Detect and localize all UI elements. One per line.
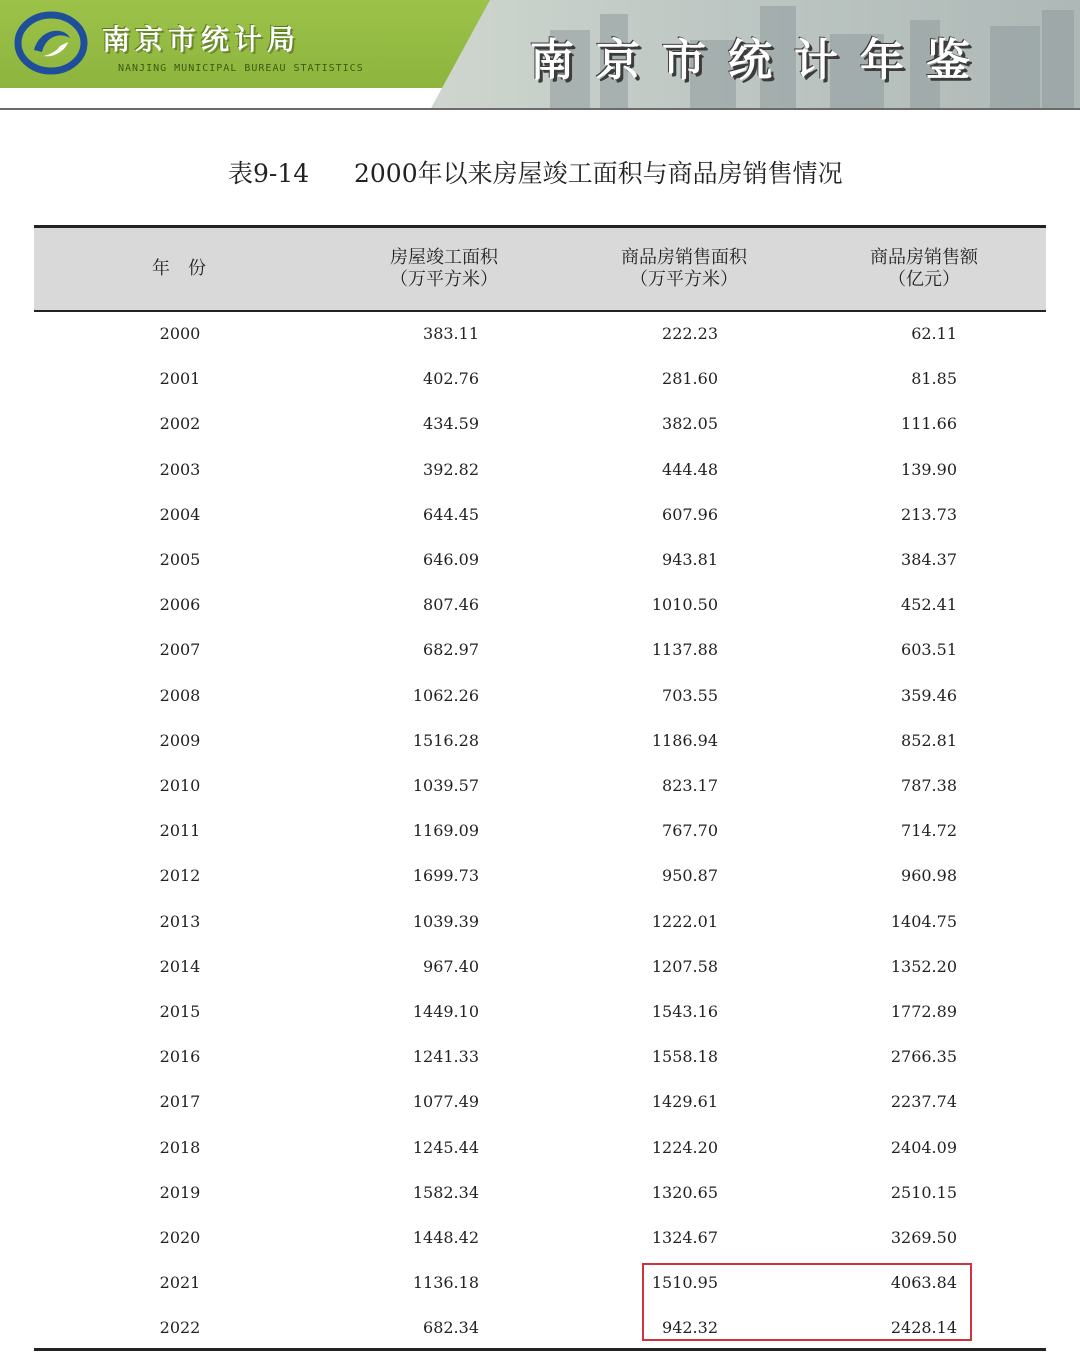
bureau-logo-icon	[14, 10, 88, 76]
cell-completed-area: 1077.49	[412, 1092, 479, 1112]
header-sales-amount	[819, 247, 1029, 291]
cell-sold-area: 444.48	[662, 459, 718, 479]
cell-year: 2000	[159, 324, 201, 343]
cell-completed-area: 646.09	[423, 550, 479, 569]
cell-sales-amount: 3269.50	[890, 1228, 957, 1247]
cell-year: 2012	[159, 866, 201, 886]
cell-completed-area: 1169.09	[412, 821, 479, 841]
cell-sold-area: 1186.94	[651, 730, 718, 750]
header-sold-area-unit: （万平方米）	[630, 269, 738, 290]
cell-sold-area: 607.96	[662, 504, 718, 524]
cell-sales-amount: 714.72	[901, 821, 957, 841]
table-row	[0, 945, 1080, 990]
table-row	[0, 1126, 1080, 1171]
cell-sold-area: 703.55	[662, 685, 718, 705]
cell-sales-amount: 852.81	[901, 730, 957, 750]
cell-year: 2002	[159, 414, 201, 434]
cell-completed-area: 682.34	[423, 1318, 479, 1338]
cell-sales-amount: 81.85	[911, 369, 957, 389]
cell-year: 2019	[159, 1182, 201, 1202]
cell-sales-amount: 1404.75	[890, 911, 957, 931]
header-sales-amount-label: 商品房销售额	[870, 247, 978, 268]
cell-sales-amount: 960.98	[901, 866, 957, 886]
cell-year: 2014	[159, 956, 201, 976]
cell-completed-area: 1062.26	[412, 685, 479, 705]
cell-sales-amount: 452.41	[901, 595, 957, 615]
cell-sales-amount: 2510.15	[890, 1182, 957, 1202]
cell-sold-area: 950.87	[662, 866, 718, 886]
banner-divider	[0, 108, 1080, 110]
cell-year: 2007	[159, 640, 201, 660]
table-row	[0, 719, 1080, 764]
cell-sold-area: 942.32	[662, 1318, 718, 1338]
table-row	[0, 809, 1080, 854]
table-row	[0, 1216, 1080, 1261]
header-sold-area	[579, 247, 789, 291]
cell-year: 2008	[159, 685, 201, 705]
table-row	[0, 402, 1080, 447]
header-completed-area	[339, 247, 549, 291]
cell-completed-area: 967.40	[423, 956, 479, 976]
table-row	[0, 583, 1080, 628]
cell-sold-area: 281.60	[662, 369, 718, 389]
table-row	[0, 854, 1080, 899]
header-sold-area-label: 商品房销售面积	[621, 247, 747, 268]
cell-completed-area: 1136.18	[412, 1273, 479, 1293]
cell-sold-area: 1222.01	[651, 911, 718, 931]
table-bottom-rule	[34, 1348, 1046, 1351]
header-year: 年 份	[152, 258, 206, 279]
cell-year: 2005	[159, 550, 201, 569]
cell-completed-area: 1699.73	[412, 866, 479, 886]
header-completed-area-label: 房屋竣工面积	[390, 247, 498, 268]
table-row	[0, 674, 1080, 719]
table-row	[0, 990, 1080, 1035]
cell-completed-area: 392.82	[423, 459, 479, 479]
cell-year: 2010	[159, 776, 201, 795]
cell-sales-amount: 2428.14	[890, 1318, 957, 1338]
yearbook-title: 南京市统计年鉴	[530, 35, 992, 86]
cell-sold-area: 1429.61	[651, 1092, 718, 1112]
highlight-box	[642, 1263, 972, 1341]
cell-sold-area: 1207.58	[651, 956, 718, 976]
cell-sold-area: 1137.88	[651, 640, 718, 660]
cell-year: 2009	[159, 730, 201, 750]
header-completed-area-unit: （万平方米）	[390, 269, 498, 290]
table-row	[0, 357, 1080, 402]
cell-sales-amount: 62.11	[911, 324, 957, 343]
cell-sold-area: 943.81	[662, 550, 718, 569]
table-row	[0, 1080, 1080, 1125]
cell-year: 2006	[159, 595, 201, 615]
header-banner	[0, 0, 1080, 110]
cell-year: 2018	[159, 1137, 201, 1157]
cell-sold-area: 1224.20	[651, 1137, 718, 1157]
cell-sold-area: 1010.50	[651, 595, 718, 615]
cell-sales-amount: 2766.35	[890, 1047, 957, 1067]
cell-year: 2015	[159, 1002, 201, 1021]
cell-year: 2013	[159, 911, 201, 931]
cell-completed-area: 1245.44	[412, 1137, 479, 1157]
table-header	[34, 228, 1046, 310]
org-name: 南京市统计局	[102, 23, 301, 56]
header-sales-amount-unit: （亿元）	[888, 269, 960, 290]
cell-completed-area: 402.76	[423, 369, 479, 389]
table-row	[0, 448, 1080, 493]
cell-sold-area: 1558.18	[651, 1047, 718, 1067]
cell-sales-amount: 4063.84	[890, 1273, 957, 1293]
cell-sold-area: 1510.95	[651, 1273, 718, 1293]
table-row	[0, 493, 1080, 538]
cell-completed-area: 1039.39	[412, 911, 479, 931]
cell-sales-amount: 384.37	[901, 550, 957, 569]
cell-sales-amount: 603.51	[901, 640, 957, 660]
cell-completed-area: 644.45	[423, 504, 479, 524]
cell-sales-amount: 359.46	[901, 685, 957, 705]
org-name-english: NANJING MUNICIPAL BUREAU STATISTICS	[118, 63, 364, 74]
cell-completed-area: 1582.34	[412, 1182, 479, 1202]
cell-completed-area: 1449.10	[412, 1002, 479, 1021]
cell-year: 2021	[159, 1273, 201, 1293]
cell-sold-area: 1324.67	[651, 1228, 718, 1247]
cell-year: 2001	[159, 369, 201, 389]
cell-sales-amount: 213.73	[901, 504, 957, 524]
cell-completed-area: 383.11	[423, 324, 479, 343]
cell-completed-area: 682.97	[423, 640, 479, 660]
cell-sales-amount: 2237.74	[890, 1092, 957, 1112]
cell-sales-amount: 111.66	[901, 414, 957, 434]
cell-sales-amount: 787.38	[901, 776, 957, 795]
cell-year: 2003	[159, 459, 201, 479]
cell-sold-area: 222.23	[662, 324, 718, 343]
cell-year: 2022	[159, 1318, 201, 1338]
cell-sold-area: 1320.65	[651, 1182, 718, 1202]
cell-year: 2004	[159, 504, 201, 524]
table-row	[0, 1171, 1080, 1216]
cell-sold-area: 1543.16	[651, 1002, 718, 1021]
cell-year: 2017	[159, 1092, 201, 1112]
cell-completed-area: 434.59	[423, 414, 479, 434]
table-row	[0, 628, 1080, 673]
cell-year: 2011	[159, 821, 201, 841]
cell-year: 2020	[159, 1228, 201, 1247]
table-row	[0, 900, 1080, 945]
table-row	[0, 1035, 1080, 1080]
table-row	[0, 312, 1080, 357]
cell-sales-amount: 1352.20	[890, 956, 957, 976]
table-row	[0, 538, 1080, 583]
cell-completed-area: 1516.28	[412, 730, 479, 750]
table-title-text: 2000年以来房屋竣工面积与商品房销售情况	[354, 159, 843, 188]
cell-completed-area: 1039.57	[412, 776, 479, 795]
cell-sold-area: 823.17	[662, 776, 718, 795]
cell-completed-area: 1448.42	[412, 1228, 479, 1247]
cell-completed-area: 807.46	[423, 595, 479, 615]
cell-sales-amount: 2404.09	[890, 1137, 957, 1157]
cell-year: 2016	[159, 1047, 201, 1067]
cell-sales-amount: 1772.89	[890, 1002, 957, 1021]
table-code: 表9-14	[228, 159, 310, 188]
cell-sold-area: 767.70	[662, 821, 718, 841]
cell-sold-area: 382.05	[662, 414, 718, 434]
table-row	[0, 764, 1080, 809]
cell-sales-amount: 139.90	[901, 459, 957, 479]
cell-completed-area: 1241.33	[412, 1047, 479, 1067]
